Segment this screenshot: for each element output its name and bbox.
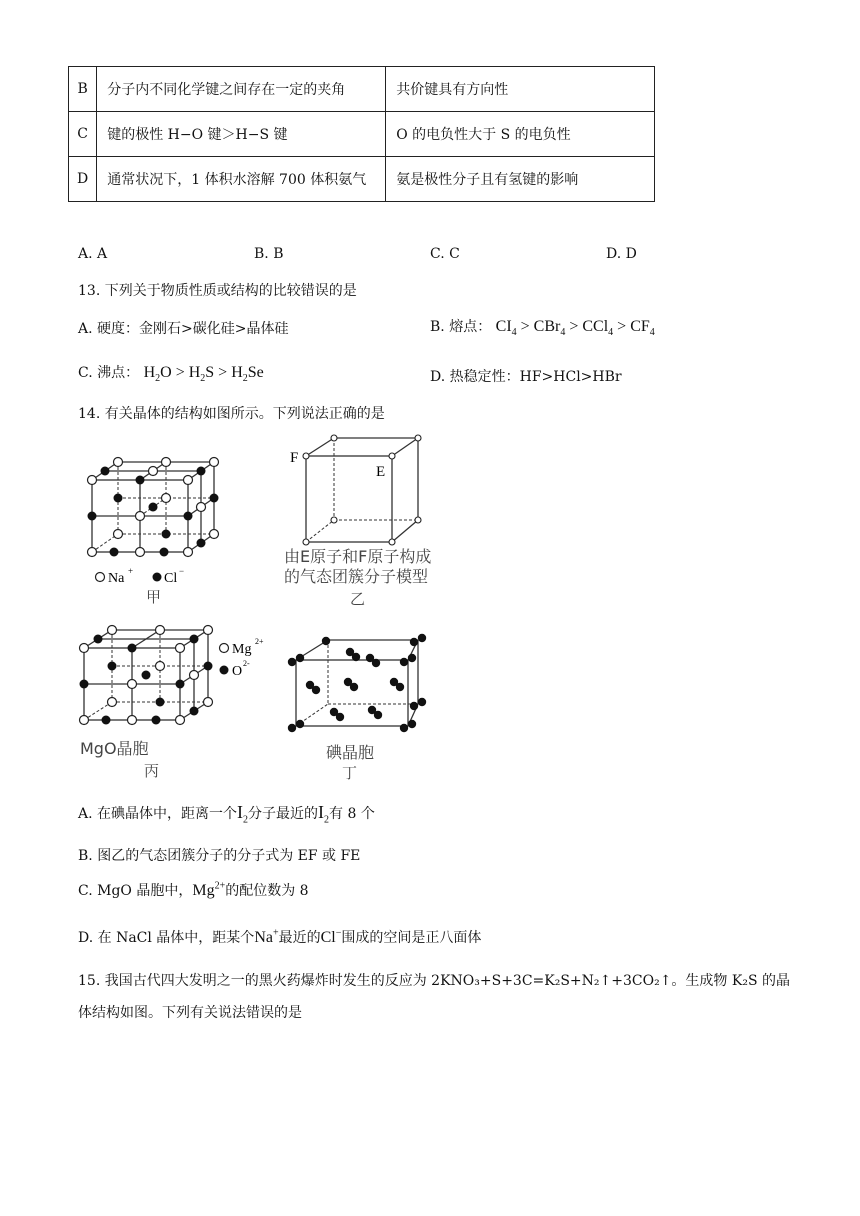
option-label: C. 沸点：	[78, 365, 140, 381]
option-text: 的配位数为 8	[225, 883, 309, 899]
q13-option-a: A. 硬度：金刚石>碳化硅>晶体硅	[78, 321, 289, 337]
caption-mgo: MgO晶胞	[80, 739, 149, 758]
table-row	[69, 157, 655, 202]
figure-label-jia: 甲	[146, 588, 162, 606]
iodine-cell-figure	[284, 632, 444, 782]
question-table	[68, 66, 655, 202]
option-text: 有 8 个	[329, 806, 375, 822]
row-phenomenon: 键的极性 H−O 键＞H−S 键	[97, 112, 386, 157]
legend-cl: Cl	[164, 571, 178, 586]
option-text: A. 在碘晶体中，距离一个	[78, 806, 238, 822]
row-key: C	[69, 112, 97, 157]
q12-option-a: A. A	[78, 246, 108, 262]
q12-option-b: B. B	[254, 246, 284, 262]
option-text: 最近的	[278, 930, 321, 946]
q15-stem-line1: 15. 我国古代四大发明之一的黑火药爆炸时发生的反应为 2KNO₃+S+3C=K₂S+N₂↑+3CO₂↑。生成物 K₂S 的晶	[78, 973, 790, 989]
row-phenomenon: 分子内不同化学键之间存在一定的夹角	[97, 67, 386, 112]
svg-text:2+: 2+	[255, 637, 264, 646]
option-text: C. MgO 晶胞中，	[78, 883, 193, 899]
caption-iodine: 碘晶胞	[326, 743, 375, 762]
q13-option-b	[430, 316, 655, 338]
q14-option-a: A. 在碘晶体中，距离一个$I_2$分子最近的$I_2$有 8 个	[78, 802, 375, 826]
q14-stem: 14. 有关晶体的结构如图所示。下列说法正确的是	[78, 406, 385, 422]
option-text: 围成的空间是正八面体	[341, 930, 482, 946]
q14-option-b: B. 图乙的气态团簇分子的分子式为 EF 或 FE	[78, 848, 361, 864]
row-key: B	[69, 67, 97, 112]
cluster-molecule-figure	[282, 432, 452, 612]
svg-text:2-: 2-	[243, 659, 250, 668]
q14-option-d: D. 在 NaCl 晶体中，距某个Na+最近的Cl−围成的空间是正八面体	[78, 927, 482, 946]
q13-option-c	[78, 362, 264, 384]
svg-text:+: +	[128, 566, 134, 576]
option-label: B. 熔点：	[430, 319, 492, 335]
q12-option-c: C. C	[430, 246, 460, 262]
q14-option-c: C. MgO 晶胞中，$Mg^{2+}$的配位数为 8	[78, 880, 309, 899]
q13-stem: 13. 下列关于物质性质或结构的比较错误的是	[78, 283, 357, 299]
figure-label-ding: 丁	[342, 764, 358, 782]
row-reason: O 的电负性大于 S 的电负性	[386, 112, 655, 157]
table-row	[69, 112, 655, 157]
row-reason: 氨是极性分子且有氢键的影响	[386, 157, 655, 202]
q15-stem-line2: 体结构如图。下列有关说法错误的是	[78, 1005, 302, 1021]
row-phenomenon: 通常状况下，1 体积水溶解 700 体积氨气	[97, 157, 386, 202]
figure-label-yi: 乙	[350, 590, 366, 608]
option-text: D. 在 NaCl 晶体中，距某个	[78, 930, 255, 946]
caption-line2: 的气态团簇分子模型	[284, 567, 429, 586]
svg-text:−: −	[179, 566, 185, 576]
atom-label-e: E	[376, 464, 386, 480]
atom-label-f: F	[290, 450, 299, 466]
mgo-cell-figure	[72, 622, 272, 782]
legend-na: Na	[108, 571, 125, 586]
nacl-crystal-figure	[78, 450, 238, 610]
caption-line1: 由E原子和F原子构成	[284, 547, 432, 566]
q13-option-d: D. 热稳定性：HF>HCl>HBr	[430, 369, 622, 385]
formula: $H_2O > H_2S > H_2Se$	[143, 364, 264, 385]
row-key: D	[69, 157, 97, 202]
figure-label-bing: 丙	[144, 762, 160, 780]
table-row	[69, 67, 655, 112]
legend-o: O	[232, 664, 243, 679]
row-reason: 共价键具有方向性	[386, 67, 655, 112]
option-text: 分子最近的	[248, 806, 319, 822]
formula: $CI_4 > CBr_4 > CCl_4 > CF_4$	[495, 318, 655, 339]
legend-mg: Mg	[232, 642, 252, 657]
q12-option-d: D. D	[606, 246, 637, 262]
